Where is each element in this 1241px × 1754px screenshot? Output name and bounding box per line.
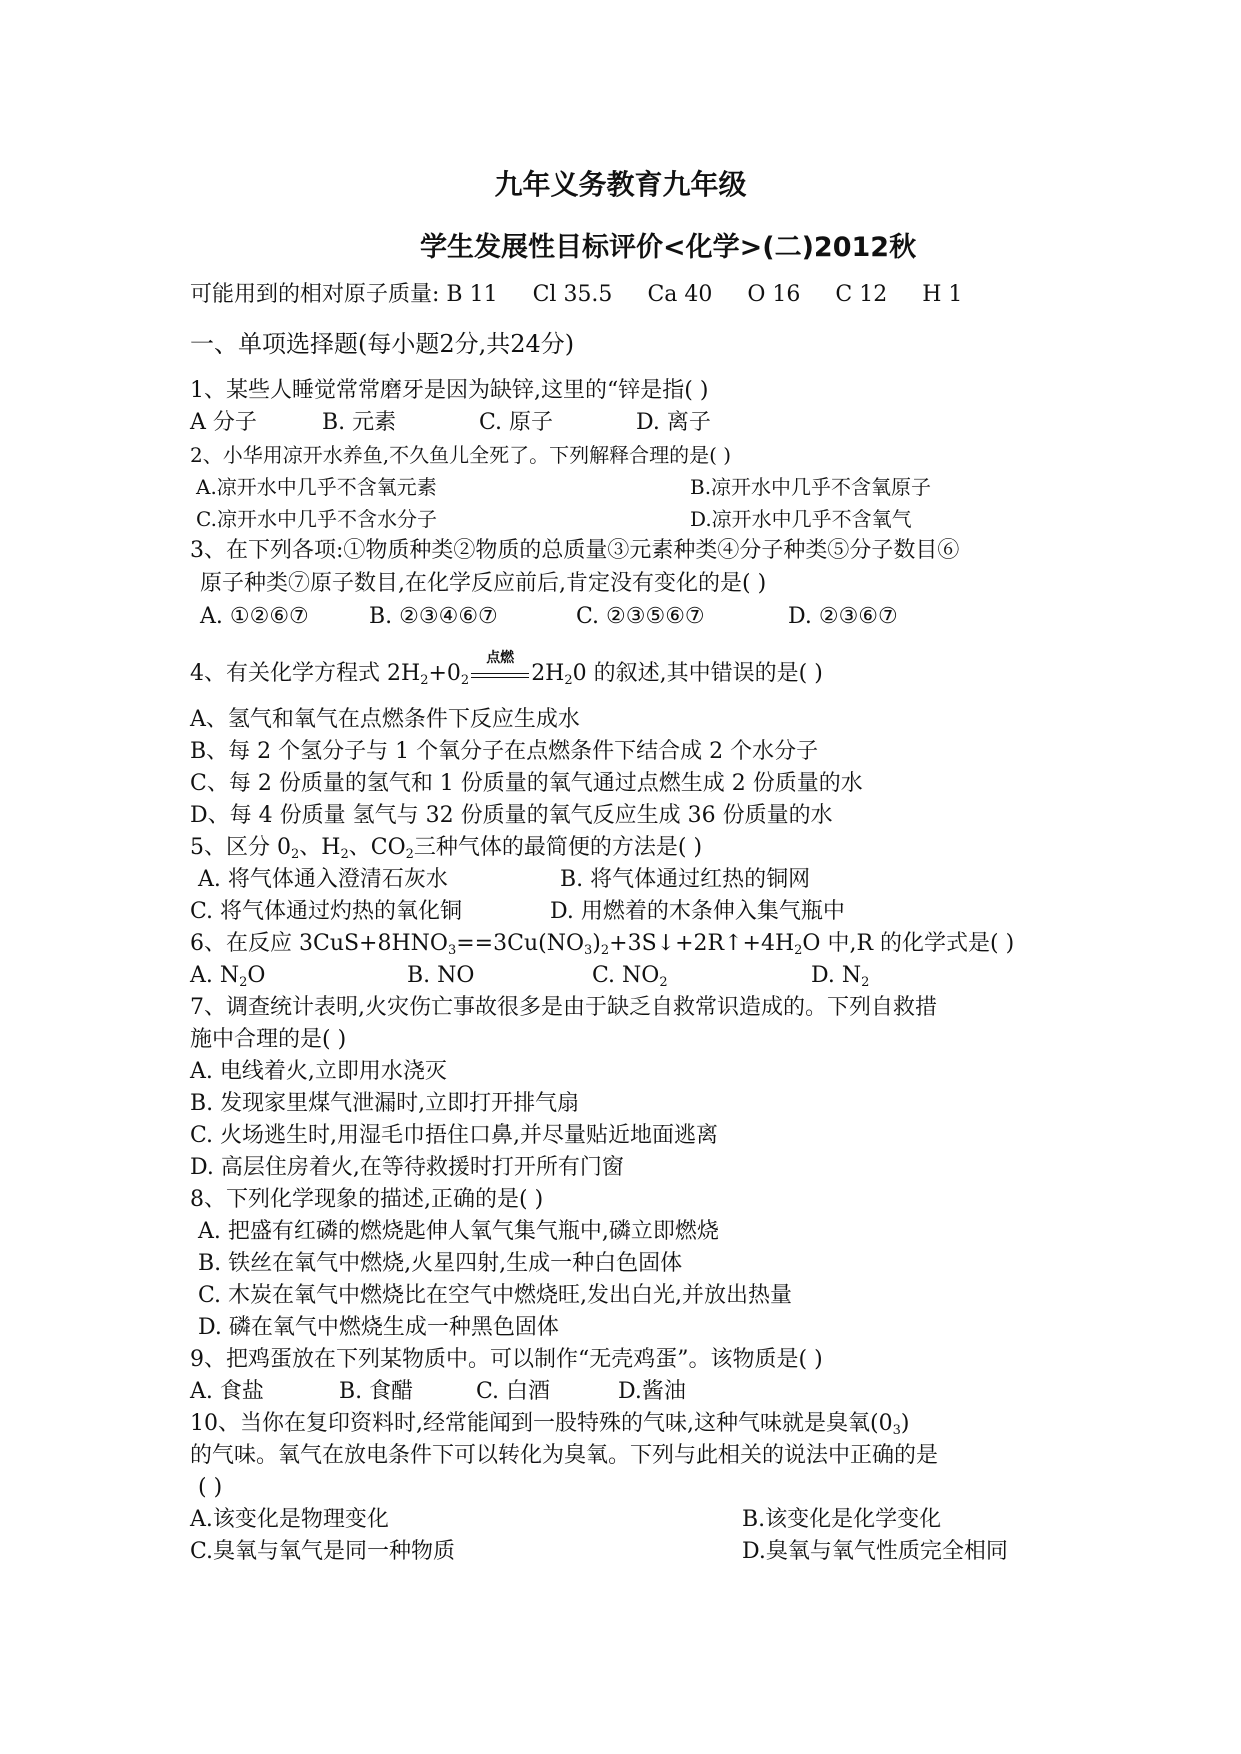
question-10-text-a: 10、当你在复印资料时,经常能闻到一股特殊的气味,这种气味就是臭氧(0	[190, 1411, 893, 1436]
atomic-mass-item: C 12	[835, 282, 888, 307]
option-b: B. 食醋	[339, 1379, 414, 1404]
question-4-option-d: D、每 4 份质量 氢气与 32 份质量的氧气反应生成 36 份质量的水	[190, 803, 833, 828]
question-4-stem	[190, 650, 823, 689]
option-a-text: A. N	[190, 963, 240, 988]
subscript: 2	[564, 673, 573, 688]
question-2-stem: 2、小华用凉开水养鱼,不久鱼儿全死了。下列解释合理的是( )	[190, 443, 732, 467]
subscript: 2	[420, 673, 429, 688]
question-5-text-a: 5、区分 0	[190, 835, 291, 860]
question-7-stem-line1: 7、调查统计表明,火灾伤亡事故很多是由于缺乏自救常识造成的。下列自救措	[190, 995, 937, 1020]
question-6-options	[190, 963, 869, 991]
section-title: 一、单项选择题(每小题2分,共24分)	[190, 330, 575, 358]
subscript: 2	[291, 847, 300, 862]
question-8-option-a: A. 把盛有红磷的燃烧匙伸人氧气集气瓶中,磷立即燃烧	[198, 1219, 719, 1244]
question-10-stem-line1	[190, 1411, 909, 1439]
option-a: A. ①②⑥⑦	[200, 604, 309, 629]
question-6-text-e: O 中,R 的化学式是( )	[802, 931, 1015, 956]
question-7-stem-line2: 施中合理的是( )	[190, 1027, 347, 1052]
question-4-option-a: A、氢气和氧气在点燃条件下反应生成水	[190, 707, 580, 732]
reaction-condition-arrow	[469, 650, 531, 684]
question-8-option-d: D. 磷在氧气中燃烧生成一种黑色固体	[198, 1315, 559, 1340]
question-1-stem: 1、某些人睡觉常常磨牙是因为缺锌,这里的“锌是指( )	[190, 378, 709, 403]
question-5-option-d: D. 用燃着的木条伸入集气瓶中	[550, 899, 845, 924]
option-b: B. ②③④⑥⑦	[369, 604, 498, 629]
question-7-option-d: D. 高层住房着火,在等待救援时打开所有门窗	[190, 1155, 624, 1180]
question-9-stem: 9、把鸡蛋放在下列某物质中。可以制作“无壳鸡蛋”。该物质是( )	[190, 1347, 823, 1372]
question-8-option-b: B. 铁丝在氧气中燃烧,火星四射,生成一种白色固体	[198, 1251, 683, 1276]
option-c	[592, 963, 804, 991]
question-8-stem: 8、下列化学现象的描述,正确的是( )	[190, 1187, 544, 1212]
option-b: B. NO	[407, 963, 475, 988]
atomic-mass-item: Cl 35.5	[532, 282, 613, 307]
option-b: B. 元素	[322, 410, 397, 435]
option-a-text-tail: O	[247, 963, 266, 988]
option-d	[811, 963, 869, 991]
question-5-stem	[190, 835, 702, 863]
exam-subtitle: 学生发展性目标评价<化学>(二)2012秋	[420, 232, 917, 263]
option-d-text: D. N	[811, 963, 862, 988]
question-9-options	[190, 1379, 686, 1405]
question-4-text-b: +0	[428, 661, 461, 686]
atomic-mass-label: 可能用到的相对原子质量:	[190, 282, 440, 307]
atomic-mass-line	[190, 282, 990, 308]
question-10-option-a: A.该变化是物理变化	[190, 1507, 389, 1532]
subscript: 2	[861, 975, 870, 990]
atomic-mass-item: O 16	[747, 282, 801, 307]
option-a: A. 食盐	[190, 1379, 264, 1404]
question-4-text-a: 4、有关化学方程式 2H	[190, 661, 421, 686]
question-1-options	[190, 410, 711, 436]
question-8-option-c: C. 木炭在氧气中燃烧比在空气中燃烧旺,发出白光,并放出热量	[198, 1283, 793, 1308]
subscript: 3	[447, 943, 457, 958]
question-7-option-b: B. 发现家里煤气泄漏时,立即打开排气扇	[190, 1091, 580, 1116]
question-10-option-c: C.臭氧与氧气是同一种物质	[190, 1539, 456, 1564]
subscript: 2	[600, 943, 610, 958]
question-5-option-a: A. 将气体通入澄清石灰水	[198, 867, 448, 892]
option-a: A 分子	[190, 410, 257, 435]
atomic-mass-item: Ca 40	[647, 282, 713, 307]
question-7-option-c: C. 火场逃生时,用湿毛巾捂住口鼻,并尽量贴近地面逃离	[190, 1123, 719, 1148]
question-5-text-d: 三种气体的最简便的方法是( )	[413, 835, 703, 860]
subscript: 3	[892, 1423, 901, 1438]
question-4-option-b: B、每 2 个氢分子与 1 个氧分子在点燃条件下结合成 2 个水分子	[190, 739, 819, 764]
question-6-text-a: 6、在反应 3CuS+8HNO	[190, 931, 448, 956]
question-3-options	[200, 604, 898, 630]
question-5-text-c: 、CO	[348, 835, 406, 860]
subscript: 2	[239, 975, 248, 990]
option-c: C. ②③⑤⑥⑦	[576, 604, 705, 629]
question-6-text-d: +3S↓+2R↑+4H	[609, 931, 795, 956]
question-2-option-c: C.凉开水中几乎不含水分子	[196, 507, 437, 531]
subscript: 3	[584, 943, 593, 958]
question-5-option-c: C. 将气体通过灼热的氧化铜	[190, 899, 463, 924]
option-d: D. 离子	[636, 410, 711, 435]
question-6-stem	[190, 931, 1014, 959]
question-5-text-b: 、H	[299, 835, 341, 860]
reaction-condition: 点燃	[486, 650, 515, 666]
question-10-stem-line2: 的气味。氧气在放电条件下可以转化为臭氧。下列与此相关的说法中正确的是	[190, 1443, 939, 1468]
option-c: C. 原子	[479, 410, 554, 435]
option-c-text: C. NO	[592, 963, 660, 988]
question-5-option-b: B. 将气体通过红热的铜网	[560, 867, 811, 892]
question-7-option-a: A. 电线着火,立即用水浇灭	[190, 1059, 447, 1084]
exam-title: 九年义务教育九年级	[494, 168, 747, 201]
question-6-text-b: ==3Cu(NO	[456, 931, 584, 956]
atomic-mass-item: B 11	[446, 282, 498, 307]
question-2-option-b: B.凉开水中几乎不含氧原子	[690, 475, 932, 499]
question-4-text-c: 2H	[531, 661, 565, 686]
subscript: 2	[460, 673, 470, 688]
option-d: D.酱油	[618, 1379, 686, 1404]
question-2-option-a: A.凉开水中几乎不含氧元素	[196, 475, 437, 499]
question-3-stem-line1: 3、在下列各项:①物质种类②物质的总质量③元素种类④分子种类⑤分子数目⑥	[190, 538, 960, 563]
subscript: 2	[405, 847, 414, 862]
option-a	[190, 963, 400, 991]
question-10-option-d: D.臭氧与氧气性质完全相同	[742, 1539, 1008, 1564]
question-6-text-c: )	[592, 931, 601, 956]
atomic-mass-item: H 1	[922, 282, 963, 307]
option-c: C. 白酒	[476, 1379, 551, 1404]
equals-bars	[471, 673, 529, 678]
question-3-stem-line2: 原子种类⑦原子数目,在化学反应前后,肯定没有变化的是( )	[200, 571, 767, 596]
question-2-option-d: D.凉开水中几乎不含氧气	[690, 507, 912, 531]
question-10-stem-line3: ( )	[198, 1475, 223, 1500]
question-10-option-b: B.该变化是化学变化	[742, 1507, 942, 1532]
option-d: D. ②③⑥⑦	[788, 604, 898, 629]
subscript: 2	[794, 943, 803, 958]
question-4-text-d: 0 的叙述,其中错误的是( )	[572, 661, 823, 686]
subscript: 2	[340, 847, 349, 862]
question-10-text-b: )	[900, 1411, 910, 1436]
question-4-option-c: C、每 2 份质量的氢气和 1 份质量的氧气通过点燃生成 2 份质量的水	[190, 771, 863, 796]
subscript: 2	[659, 975, 668, 990]
